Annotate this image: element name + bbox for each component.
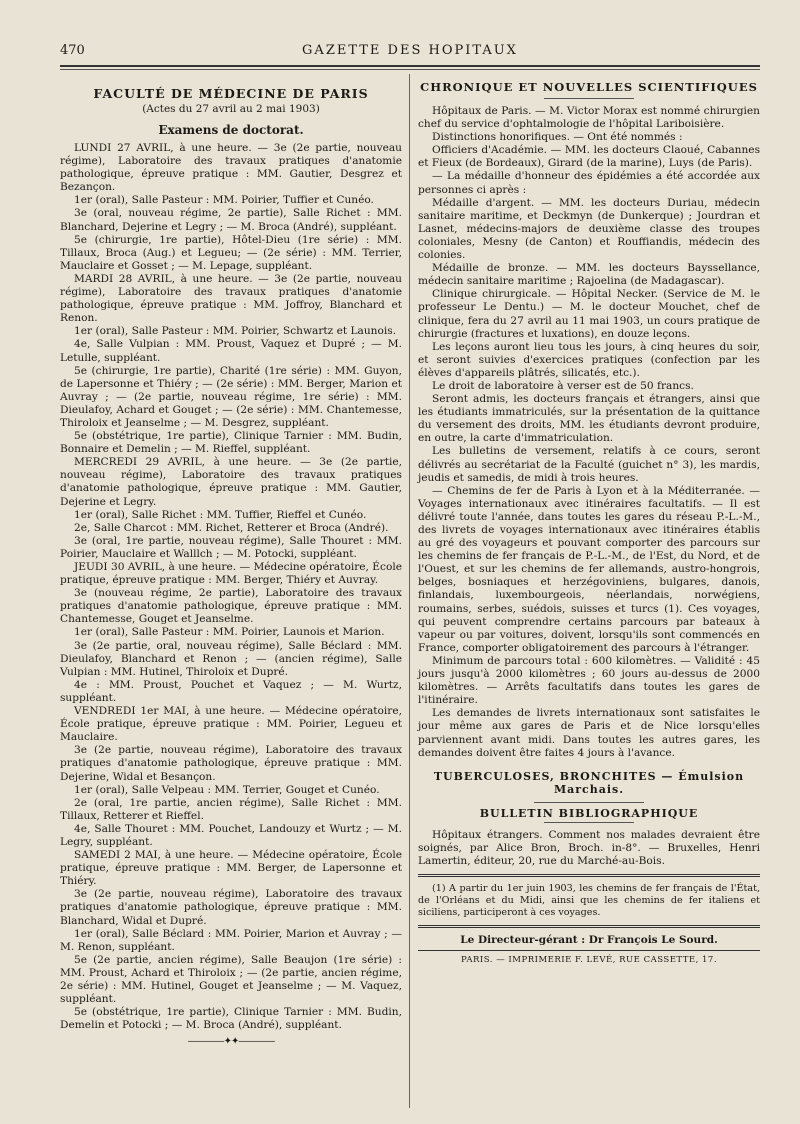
exam-paragraph: 5e (chirurgie, 1re partie), Hôtel-Dieu (1re série) : MM. Tillaux, Broca (Aug.) et Legueu; — (2e série) : MM. Terrier, Mauclaire et Gosset ; — M. Lepage, suppléant. <box>60 233 402 272</box>
running-title: GAZETTE DES HOPITAUX <box>302 43 518 58</box>
exam-paragraph: 3e (2e partie, nouveau régime), Laboratoire des travaux pratiques d'anatomie pathologique, épreuve pratique : MM. Dejerine, Widal et Besançon. <box>60 744 402 783</box>
news-paragraph: Médaille de bronze. — MM. les docteurs Bayssellance, médecin sanitaire maritime ; Rajoelina (de Madagascar). <box>418 262 760 288</box>
exam-paragraph: 3e (2e partie, oral, nouveau régime), Salle Béclard : MM. Dieulafoy, Blanchard et Renon ; — (ancien régime), Salle Vulpian : MM. Hutinel, Thiroloix et Dupré. <box>60 639 402 678</box>
imprint-rule <box>418 950 760 951</box>
news-paragraph: Hôpitaux de Paris. — M. Victor Morax est nommé chirurgien chef du service d'ophtalmologie de l'hôpital Lariboisière. <box>418 105 760 131</box>
section-rule <box>544 98 634 99</box>
section-title-faculte: FACULTÉ DE MÉDECINE DE PARIS <box>93 86 369 101</box>
exam-paragraph: 5e (obstétrique, 1re partie), Clinique Tarnier : MM. Budin, Bonnaire et Demelin ; — M. Rieffel, suppléant. <box>60 430 402 456</box>
section-title-chronique: CHRONIQUE ET NOUVELLES SCIENTIFIQUES <box>420 80 758 94</box>
end-ornament: ————✦✦———— <box>187 1036 275 1048</box>
column-divider <box>409 74 410 1108</box>
exam-paragraph: 1er (oral), Salle Pasteur : MM. Poirier, Tuffier et Cunéo. <box>74 194 374 207</box>
news-paragraph: Clinique chirurgicale. — Hôpital Necker. (Service de M. le professeur Le Dentu.) — M. le docteur Mouchet, chef de clinique, fera du 27 avril au 11 mai 1903, un cours pratique de chirurgie (fractures et luxations), en douze leçons. <box>418 288 760 340</box>
page-number: 470 <box>60 43 85 58</box>
news-paragraph: Seront admis, les docteurs français et étrangers, ainsi que les étudiants immatriculés, sur la présentation de la quittance du versement des droits, MM. les étudiants devront produire, en outre, la carte d'immatriculation. <box>418 393 760 445</box>
footnote-rule <box>418 874 760 877</box>
right-column <box>418 74 760 965</box>
biblio-entry: Hôpitaux étrangers. Comment nos malades devraient être soignés, par Alice Bron, Broch. in-8°. — Bruxelles, Henri Lamertin, éditeur, 20, rue du Marché-au-Bois. <box>418 828 760 867</box>
left-column <box>60 74 402 1051</box>
exam-paragraph: 2e, Salle Charcot : MM. Richet, Retterer et Broca (André). <box>74 521 389 534</box>
exam-paragraph: 3e (oral, nouveau régime, 2e partie), Salle Richet : MM. Blanchard, Dejerine et Legry ; — M. Broca (André), suppléant. <box>60 207 402 233</box>
news-paragraph: Le droit de laboratoire à verser est de 50 francs. <box>432 379 694 392</box>
exam-paragraph: 1er (oral), Salle Richet : MM. Tuffier, Rieffel et Cunéo. <box>74 508 367 521</box>
section-subtitle-actes: (Actes du 27 avril au 2 mai 1903) <box>142 103 320 115</box>
exam-paragraph: 5e (2e partie, ancien régime), Salle Beaujon (1re série) : MM. Proust, Achard et Thiroloix ; — (2e partie, ancien régime, 2e série) : MM. Hutinel, Gouget et Jeanselme ; — M. Vaquez, suppléant. <box>60 953 402 1006</box>
exam-paragraph: 1er (oral), Salle Pasteur : MM. Poirier, Schwartz et Launois. <box>74 325 397 338</box>
exam-paragraph: 2e (oral, 1re partie, ancien régime), Salle Richet : MM. Tillaux, Retterer et Rieffel. <box>60 796 402 822</box>
exam-paragraph: SAMEDI 2 MAI, à une heure. — Médecine opératoire, École pratique, épreuve pratique : MM. Berger, de Lapersonne et Thiéry. <box>60 849 402 888</box>
exam-paragraph: JEUDI 30 AVRIL, à une heure. — Médecine opératoire, École pratique, épreuve pratique : MM. Berger, Thiéry et Auvray. <box>60 561 402 587</box>
section-rule <box>534 802 644 803</box>
exam-paragraph: 5e (obstétrique, 1re partie), Clinique Tarnier : MM. Budin, Demelin et Potocki ; — M. Broca (André), suppléant. <box>60 1006 402 1032</box>
section-title-bibliographique: BULLETIN BIBLIOGRAPHIQUE <box>479 806 699 820</box>
exam-paragraph: 3e (oral, 1re partie, nouveau régime), Salle Thouret : MM. Poirier, Mauclaire et Walllch ; — M. Potocki, suppléant. <box>60 534 402 560</box>
advert-tuberculoses: TUBERCULOSES, BRONCHITES — Émulsion Marchais. <box>433 769 745 796</box>
news-paragraph: — Chemins de fer de Paris à Lyon et à la Méditerranée. — Voyages internationaux avec itinéraires facultatifs. — Il est délivré toute l'année, dans toutes les gares du réseau P.-L.-M., des livrets de voyages internationaux avec itinéraires établis au gré des voyageurs et pouvant comporter des parcours sur les chemins de fer français de P.-L.-M., de l'Est, du Nord, et de l'Ouest, et sur les chemins de fer allemands, austro-hongrois, belges, bosniaques et herzégoviniens, bulgares, danois, finlandais, luxembourgeois, néerlandais, norwégiens, roumains, serbes, suédois, suisses et turcs (1). Ces voyages, qui peuvent comprendre certains parcours par bateaux à vapeur ou par voitures, doivent, lorsqu'ils sont commencés en France, comporter obligatoirement des parcours à l'étranger. <box>418 484 760 654</box>
exam-paragraph: 1er (oral), Salle Béclard : MM. Poirier, Marion et Auvray ; — M. Renon, suppléant. <box>60 927 402 953</box>
header-rule <box>60 65 760 67</box>
printer-imprint: PARIS. — IMPRIMERIE F. LEVÉ, RUE CASSETTE, 17. <box>460 954 718 965</box>
exam-title: Examens de doctorat. <box>158 123 304 137</box>
exam-paragraph: VENDREDI 1er MAI, à une heure. — Médecine opératoire, École pratique, épreuve pratique : MM. Poirier, Legueu et Mauclaire. <box>60 705 402 744</box>
exam-paragraph: 4e, Salle Vulpian : MM. Proust, Vaquez et Dupré ; — M. Letulle, suppléant. <box>60 338 402 364</box>
signature-rule <box>418 925 760 928</box>
exam-paragraph: 1er (oral), Salle Velpeau : MM. Terrier, Gouget et Cunéo. <box>74 783 380 796</box>
news-paragraph: Distinctions honorifiques. — Ont été nommés : <box>432 131 683 144</box>
header-rule-thin <box>60 69 760 70</box>
news-paragraph: Minimum de parcours total : 600 kilomètres. — Validité : 45 jours jusqu'à 2000 kilomètres ; 60 jours au-dessus de 2000 kilomètres. — Arrêts facultatifs dans toutes les gares de l'itinéraire. <box>418 654 760 707</box>
news-paragraph: Les demandes de livrets internationaux sont satisfaites le jour même aux gares de Paris et de Nice lorsqu'elles parviennent avant midi. Dans toutes les autres gares, les demandes doivent être faites 4 jours à l'avance. <box>418 707 760 759</box>
footnote: (1) A partir du 1er juin 1903, les chemins de fer français de l'État, de l'Orléans et du Midi, ainsi que les chemins de fer italiens et siciliens, participeront à ces voyages. <box>418 882 760 918</box>
exam-paragraph: 4e : MM. Proust, Pouchet et Vaquez ; — M. Wurtz, suppléant. <box>60 678 402 704</box>
news-paragraph: Officiers d'Académie. — MM. les docteurs Claoué, Cabannes et Fieux (de Bordeaux), Girard (de la marine), Luys (de Paris). <box>418 144 760 170</box>
exam-paragraph: MERCREDI 29 AVRIL, à une heure. — 3e (2e partie, nouveau régime), Laboratoire des travaux pratiques d'anatomie pathologique, épreuve pratique : MM. Gautier, Dejerine et Legry. <box>60 456 402 508</box>
exam-paragraph: 4e, Salle Thouret : MM. Pouchet, Landouzy et Wurtz ; — M. Legry, suppléant. <box>60 822 402 848</box>
exam-paragraph: 5e (chirurgie, 1re partie), Charité (1re série) : MM. Guyon, de Lapersonne et Thiéry ; — (2e série) : MM. Berger, Marion et Auvray ; — (2e partie, nouveau régime, 1re série) : MM. Dieulafoy, Achard et Gouget ; — (2e série) : MM. Chantemesse, Thiroloix et Jeanselme ; — M. Desgrez, suppléant. <box>60 364 402 429</box>
section-rule <box>544 822 634 823</box>
running-header <box>60 43 760 61</box>
exam-paragraph: 1er (oral), Salle Pasteur : MM. Poirier, Launois et Marion. <box>74 626 385 639</box>
news-paragraph: — La médaille d'honneur des épidémies a été accordée aux personnes ci après : <box>418 170 760 196</box>
news-paragraph: Les leçons auront lieu tous les jours, à cinq heures du soir, et seront suivies d'exercices pratiques (confection par les élèves d'appareils plâtrés, silicatés, etc.). <box>418 340 760 379</box>
director-signature: Le Directeur-gérant : Dr François Le Sourd. <box>460 933 718 946</box>
exam-paragraph: 3e (nouveau régime, 2e partie), Laboratoire des travaux pratiques d'anatomie pathologique, épreuve pratique : MM. Chantemesse, Gouget et Jeanselme. <box>60 587 402 626</box>
news-paragraph: Médaille d'argent. — MM. les docteurs Duriau, médecin sanitaire maritime, et Deckmyn (de Dunkerque) ; Jourdran et Lasnet, médecins-majors de deuxième classe des troupes coloniales, Mesny (de Canton) et Rouffiandis, médecin des colonies. <box>418 196 760 262</box>
exam-paragraph: LUNDI 27 AVRIL, à une heure. — 3e (2e partie, nouveau régime), Laboratoire des travaux pratiques d'anatomie pathologique, épreuve pratique : MM. Gautier, Desgrez et Bezançon. <box>60 142 402 194</box>
exam-paragraph: 3e (2e partie, nouveau régime), Laboratoire des travaux pratiques d'anatomie pathologique, épreuve pratique : MM. Blanchard, Widal et Dupré. <box>60 888 402 927</box>
news-paragraph: Les bulletins de versement, relatifs à ce cours, seront délivrés au secrétariat de la Faculté (guichet n° 3), les mardis, jeudis et samedis, de midi à trois heures. <box>418 445 760 484</box>
exam-paragraph: MARDI 28 AVRIL, à une heure. — 3e (2e partie, nouveau régime), Laboratoire des travaux pratiques d'anatomie pathologique, épreuve pratique : MM. Joffroy, Blanchard et Renon. <box>60 272 402 325</box>
